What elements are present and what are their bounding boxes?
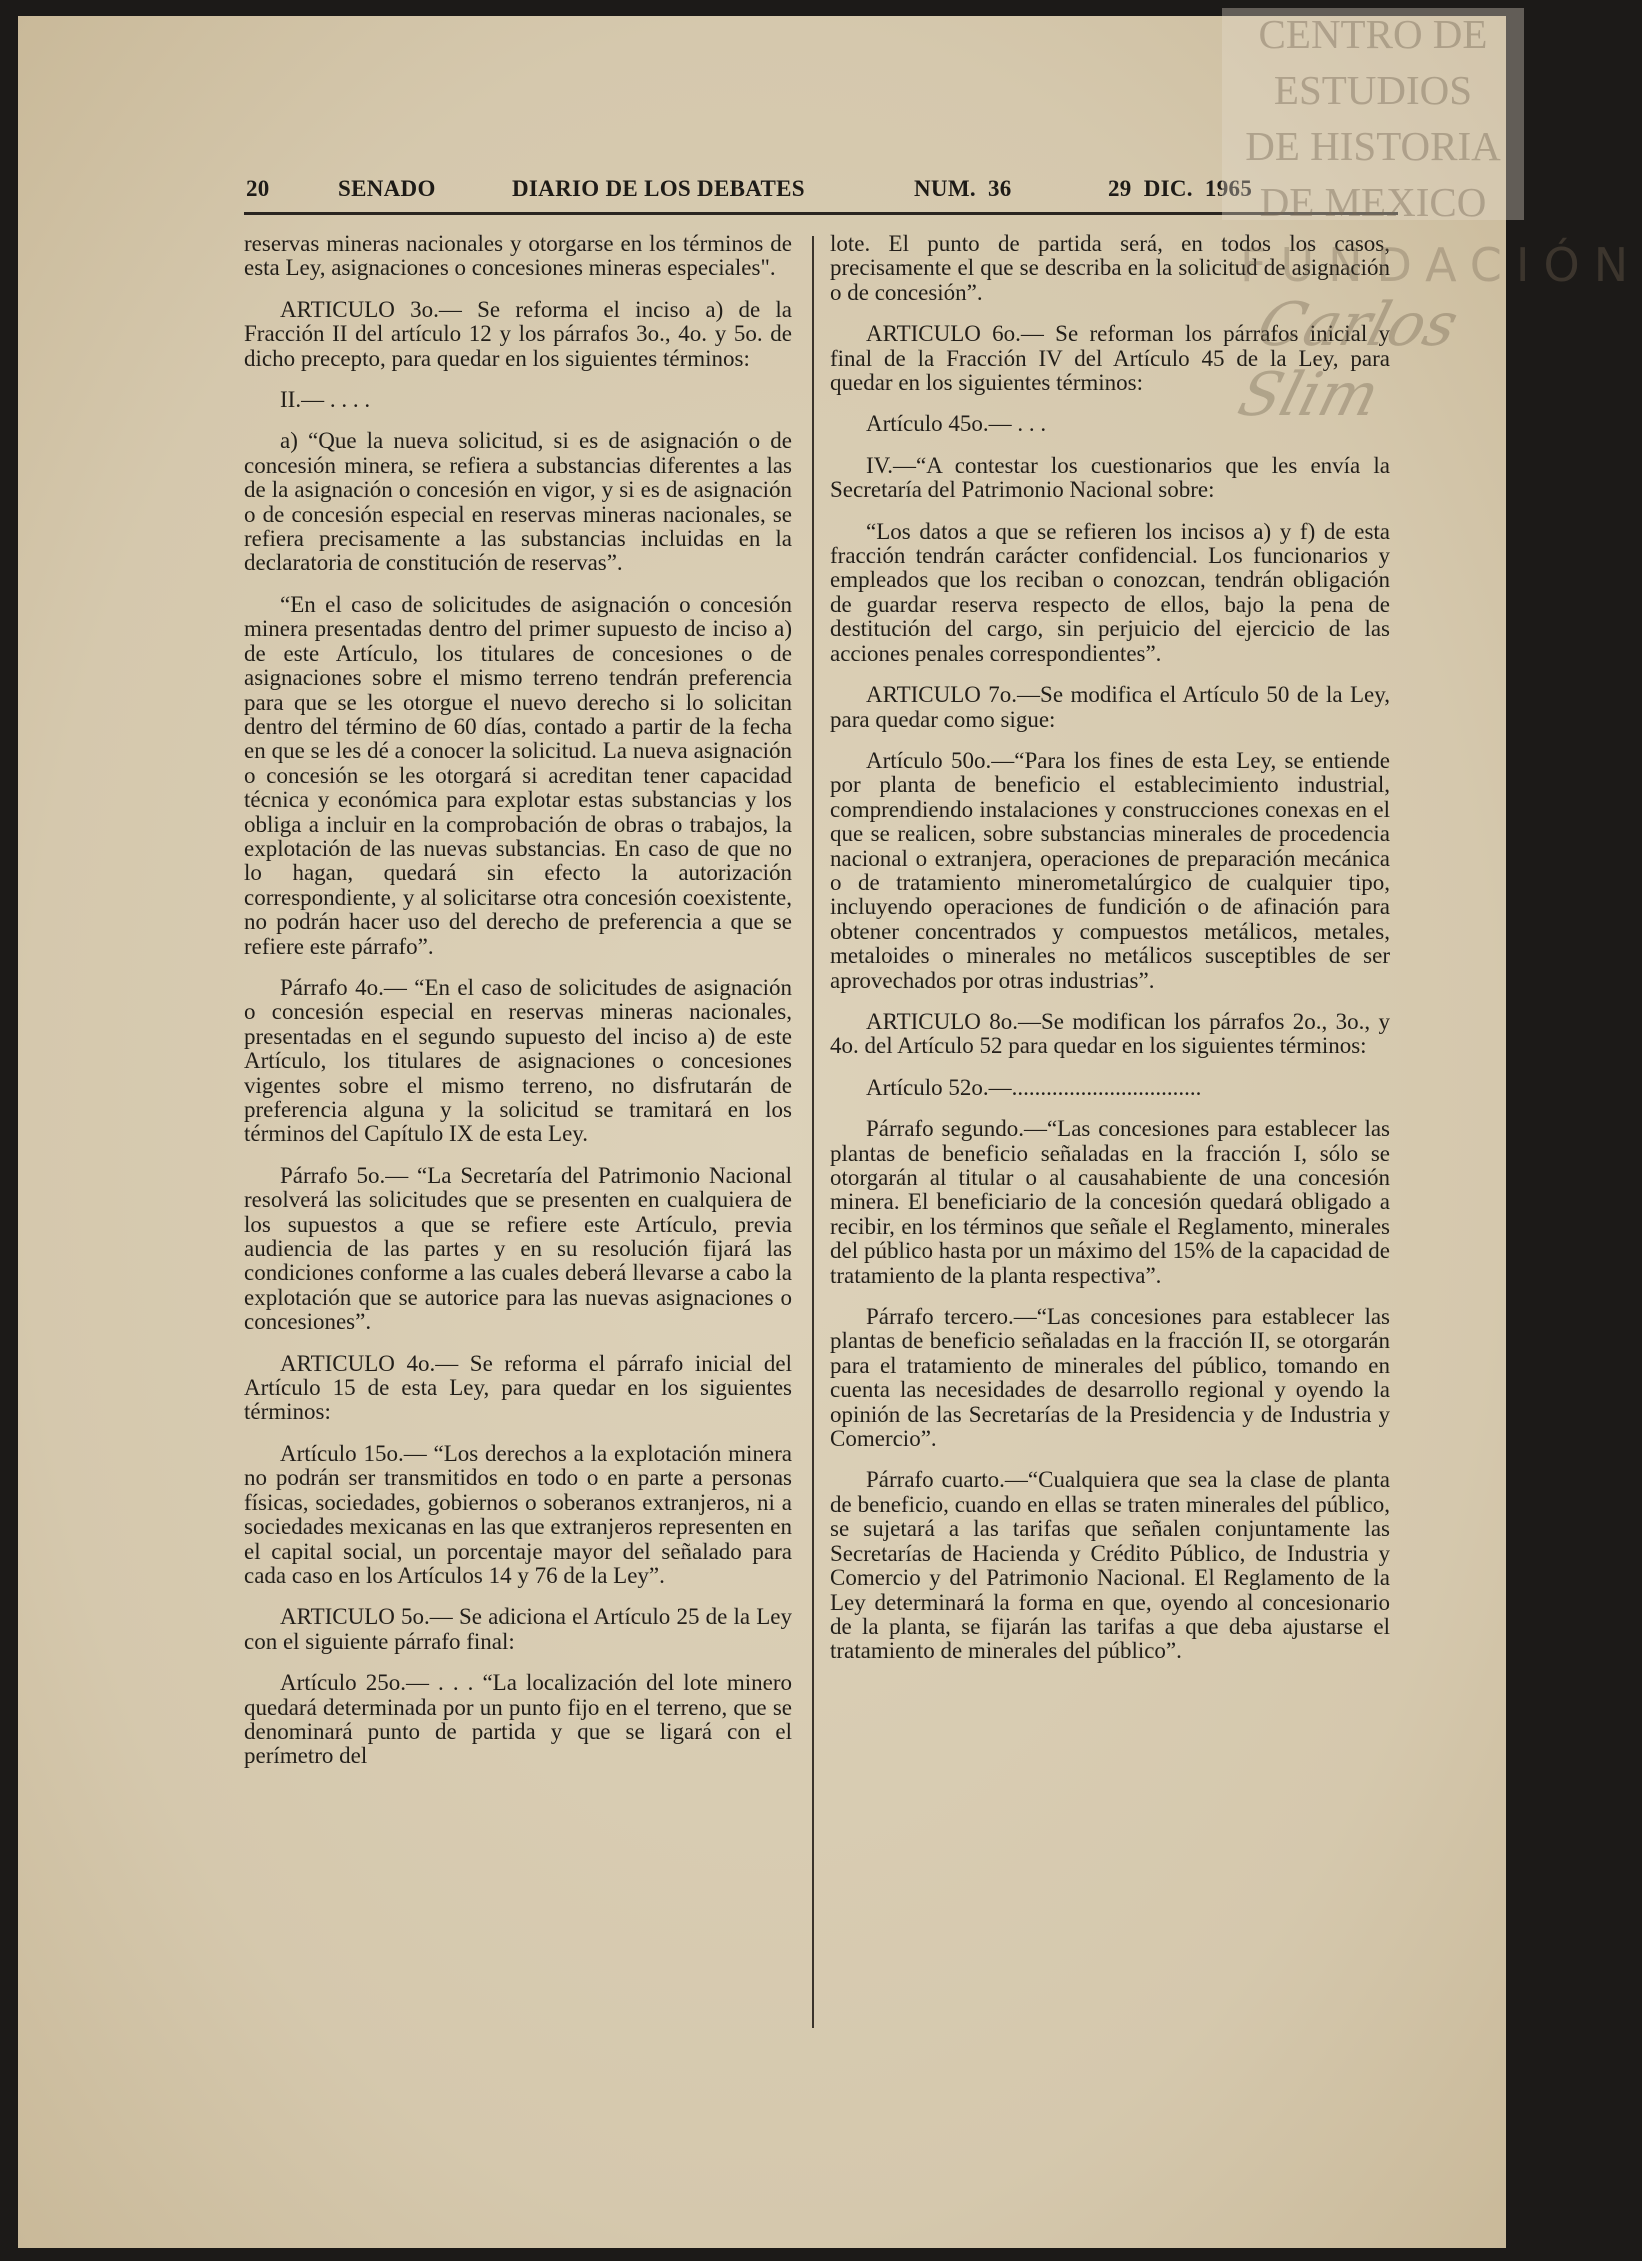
paragraph: IV.—“A contestar los cuestionarios que les envía la Secretaría del Patrimonio Nacional sobre: xyxy=(830,452,1390,503)
watermark-institution xyxy=(1222,6,1524,230)
paragraph: “Los datos a que se refieren los incisos a) y f) de esta fracción tendrán carácter confidencial. Los funcionarios y empleados que los reciban o conozcan, tendrán obligación de guardar reserva respecto de ellos, bajo la pena de destitución del cargo, sin perjuicio del ejercicio de las acciones penales correspondientes”. xyxy=(830,518,1390,666)
paragraph: Párrafo tercero.—“Las concesiones para establecer las plantas de beneficio señaladas en la fracción II, se otorgarán para el tratamiento de minerales del público, tomando en cuenta las necesidades de desarrollo regional y oyendo la opinión de las Secretarías de la Presidencia y de Industria y Comercio”. xyxy=(830,1304,1390,1452)
paragraph: Párrafo segundo.—“Las concesiones para establecer las plantas de beneficio señaladas en la fracción I, sólo se otorgarán al titular o al causahabiente de una concesión minera. El beneficiario de la concesión quedará obligado a recibir, en los términos que señale el Reglamento, minerales del público hasta por un máximo del 15% de la capacidad de tratamiento de la planta respectiva”. xyxy=(830,1116,1390,1288)
watermark-line: CENTRO DE xyxy=(1258,11,1488,57)
paragraph: Artículo 50o.—“Para los fines de esta Ley, se entiende por planta de beneficio el establecimiento industrial, comprendiendo instalaciones y construcciones conexas en el que se realicen, sobre substancias minerales de procedencia nacional o extranjera, operaciones de preparación mecánica o de tratamiento minerometalúrgico de cualquier tipo, incluyendo operaciones de fundición o de afinación para obtener concentrados y compuestos metálicos, metales, metaloides o minerales no metálicos susceptibles de ser aprovechados por otras industrias”. xyxy=(830,747,1390,993)
issue-date: 29 DIC. 1965 xyxy=(1108,176,1253,201)
paragraph: Párrafo 5o.— “La Secretaría del Patrimonio Nacional resolverá las solicitudes que se presenten en cualquiera de los supuestos a que se refiere este Artículo, previa audiencia de las partes y en su resolución fijará las condiciones conforme a las cuales deberá llevarse a cabo la explotación que se autorice para las nuevas asignaciones o concesiones”. xyxy=(244,1162,792,1335)
paragraph: ARTICULO 8o.—Se modifican los párrafos 2o., 3o., y 4o. del Artículo 52 para quedar en los siguientes términos: xyxy=(830,1008,1390,1059)
paragraph: Párrafo cuarto.—“Cualquiera que sea la clase de planta de beneficio, cuando en ellas se traten minerales del público, se sujetará a las tarifas que señalen conjuntamente las Secretarías de Hacienda y Crédito Público, de Industria y Comercio y del Patrimonio Nacional. El Reglamento de la Ley determinará la forma en que, oyendo al concesionario de la planta, se fijarán las tarifas a que deba ajustarse el tratamiento de minerales del público”. xyxy=(830,1467,1390,1664)
watermark-signature: Carlos Slim xyxy=(1231,290,1466,430)
column-divider xyxy=(812,236,814,2028)
publication-title: DIARIO DE LOS DEBATES xyxy=(512,176,805,201)
paragraph: Artículo 52o.—................................. xyxy=(866,1074,1202,1100)
watermark-foundation: FUNDACIÓN xyxy=(1240,238,1642,292)
watermark-line: ESTUDIOS xyxy=(1273,67,1473,113)
issue-number: NUM. 36 xyxy=(914,176,1012,201)
paragraph: II.— . . . . xyxy=(280,387,371,413)
paragraph: Artículo 25o.— . . . “La localización del lote minero quedará determinada por un punto fijo en el terreno, que se denominará punto de partida y que se ligará con el perímetro del xyxy=(244,1670,792,1769)
paragraph: reservas mineras nacionales y otorgarse en los términos de esta Ley, asignaciones o concesiones mineras especiales". xyxy=(244,231,792,281)
watermark-line: DE MEXICO xyxy=(1259,179,1487,225)
paragraph: a) “Que la nueva solicitud, si es de asignación o de concesión minera, se refiera a substancias diferentes a las de la asignación o concesión en vigor, y si es de asignación o de concesión especial en reservas mineras nacionales, se refiera precisamente a las substancias incluidas en la declaratoria de constitución de reservas”. xyxy=(244,428,792,576)
paragraph: ARTICULO 3o.— Se reforma el inciso a) de la Fracción II del artículo 12 y los párrafos 3o., 4o. y 5o. de dicho precepto, para quedar en los siguientes términos: xyxy=(244,296,792,371)
paragraph: Artículo 15o.— “Los derechos a la explotación minera no podrán ser transmitidos en todo o en parte a personas físicas, sociedades, gobiernos o soberanos extranjeros, ni a sociedades mexicanas en las que extranjeros representen en el capital social, un porcentaje mayor del señalado para cada caso en los Artículos 14 y 76 de la Ley”. xyxy=(244,1440,792,1588)
watermark-line: DE HISTORIA xyxy=(1245,123,1501,169)
left-column xyxy=(244,232,792,1786)
paragraph: Párrafo 4o.— “En el caso de solicitudes de asignación o concesión especial en reservas mineras nacionales, presentadas en el segundo supuesto del inciso a) de este Artículo, los titulares de asignaciones o concesiones vigentes sobre el mismo terreno, no disfrutarán de preferencia alguna y la solicitud se tramitará en los términos del Capítulo IX de esta Ley. xyxy=(244,974,792,1147)
chamber-name: SENADO xyxy=(338,176,436,201)
right-column xyxy=(830,232,1390,1681)
paragraph: Artículo 45o.— . . . xyxy=(866,411,1047,437)
paragraph: ARTICULO 6o.— Se reforman los párrafos inicial y final de la Fracción IV del Artículo 45 de la Ley, para quedar en los siguientes términos: xyxy=(830,321,1390,396)
paragraph: ARTICULO 4o.— Se reforma el párrafo inicial del Artículo 15 de esta Ley, para quedar en los siguientes términos: xyxy=(244,1350,792,1425)
paragraph: ARTICULO 5o.— Se adiciona el Artículo 25 de la Ley con el siguiente párrafo final: xyxy=(244,1604,792,1654)
paragraph: lote. El punto de partida será, en todos los casos, precisamente el que se describa en la solicitud de asignación o de concesión”. xyxy=(830,231,1390,305)
page-number: 20 xyxy=(246,176,270,201)
paragraph: ARTICULO 7o.—Se modifica el Artículo 50 de la Ley, para quedar como sigue: xyxy=(830,682,1390,732)
paragraph: “En el caso de solicitudes de asignación o concesión minera presentadas dentro del primer supuesto de inciso a) de este Artículo, los titulares de concesiones o de asignaciones sobre el mismo terreno tendrán preferencia para que se les otorgue el nuevo derecho si lo solicitan dentro del término de 60 días, contado a partir de la fecha en que se les dé a conocer la solicitud. La nueva asignación o concesión se les otorgará si acreditan tener capacidad técnica y económica para explotar estas substancias y los obliga a incluir en la comprobación de obras o trabajos, la explotación de las nuevas substancias. En caso de que no lo hagan, quedará sin efecto la autorización correspondiente, y al solicitarse otra concesión coexistente, no podrán hacer uso del derecho de preferencia a que se refiere este párrafo”. xyxy=(244,591,792,959)
